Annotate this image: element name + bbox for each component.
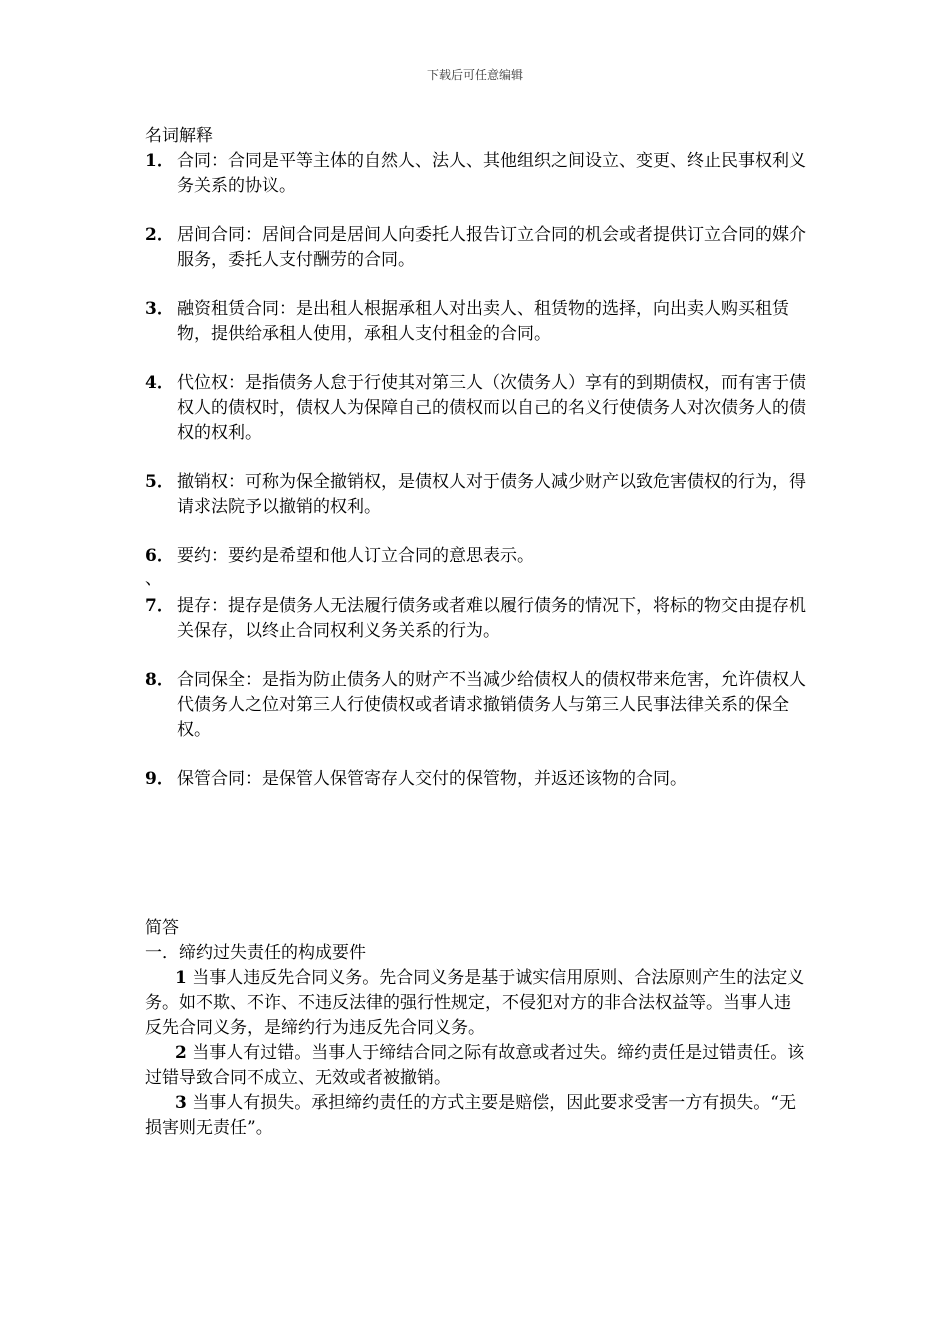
question-title: 一．缔约过失责任的构成要件 <box>145 943 366 963</box>
item-text: 融资租赁合同：是出租人根据承租人对出卖人、租赁物的选择，向出卖人购买租赁物，提供给承租人使用，承租人支付租金的合同。 <box>177 299 789 344</box>
item-number: 9． <box>145 769 174 789</box>
item-number: 1． <box>145 151 174 171</box>
stray-separator: 、 <box>145 569 162 589</box>
item-text: 居间合同：居间合同是居间人向委托人报告订立合同的机会或者提供订立合同的媒介服务，委托人支付酬劳的合同。 <box>177 225 806 270</box>
point-text: 当事人有损失。承担缔约责任的方式主要是赔偿，因此要求受害一方有损失。“无损害则无责任”。 <box>145 1093 796 1138</box>
point-text: 当事人有过错。当事人于缔结合同之际有故意或者过失。缔约责任是过错责任。该过错导致合同不成立、无效或者被撤销。 <box>145 1043 805 1088</box>
page-header: 下载后可任意编辑 <box>426 68 523 82</box>
item-number: 6． <box>145 546 174 566</box>
definition-item <box>145 470 807 520</box>
item-number: 3． <box>145 299 174 319</box>
definition-item <box>145 668 807 743</box>
section-title-definitions: 名词解释 <box>145 126 213 146</box>
definition-item <box>145 767 807 792</box>
answer-point <box>145 1091 807 1141</box>
item-number: 2． <box>145 225 174 245</box>
document-body <box>145 124 807 1141</box>
point-number: 3 <box>175 1093 187 1113</box>
definition-item <box>145 544 807 569</box>
section-title-short-answer: 简答 <box>145 918 179 938</box>
definition-item <box>145 223 807 273</box>
item-text: 要约：要约是希望和他人订立合同的意思表示。 <box>177 546 534 566</box>
point-text: 当事人违反先合同义务。先合同义务是基于诚实信用原则、合法原则产生的法定义务。如不欺、不诈、不违反法律的强行性规定，不侵犯对方的非合法权益等。当事人违反先合同义务，是缔约行为违反先合同义务。 <box>145 968 805 1038</box>
point-number: 1 <box>175 968 187 988</box>
item-number: 4． <box>145 373 174 393</box>
definition-item <box>145 594 807 644</box>
answer-point <box>145 1041 807 1091</box>
item-text: 保管合同：是保管人保管寄存人交付的保管物，并返还该物的合同。 <box>177 769 687 789</box>
definition-item <box>145 149 807 199</box>
definition-item <box>145 371 807 446</box>
item-number: 5． <box>145 472 174 492</box>
definition-item <box>145 297 807 347</box>
item-number: 8． <box>145 670 174 690</box>
item-text: 合同保全：是指为防止债务人的财产不当减少给债权人的债权带来危害，允许债权人代债务人之位对第三人行使债权或者请求撤销债务人与第三人民事法律关系的保全权。 <box>177 670 806 740</box>
item-number: 7． <box>145 596 174 616</box>
item-text: 代位权：是指债务人怠于行使其对第三人（次债务人）享有的到期债权，而有害于债权人的债权时，债权人为保障自己的债权而以自己的名义行使债务人对次债务人的债权的权利。 <box>177 373 806 443</box>
answer-point <box>145 966 807 1041</box>
item-text: 合同：合同是平等主体的自然人、法人、其他组织之间设立、变更、终止民事权利义务关系的协议。 <box>177 151 806 196</box>
point-number: 2 <box>175 1043 187 1063</box>
item-text: 撤销权：可称为保全撤销权，是债权人对于债务人减少财产以致危害债权的行为，得请求法院予以撤销的权利。 <box>177 472 806 517</box>
item-text: 提存：提存是债务人无法履行债务或者难以履行债务的情况下，将标的物交由提存机关保存，以终止合同权利义务关系的行为。 <box>177 596 806 641</box>
